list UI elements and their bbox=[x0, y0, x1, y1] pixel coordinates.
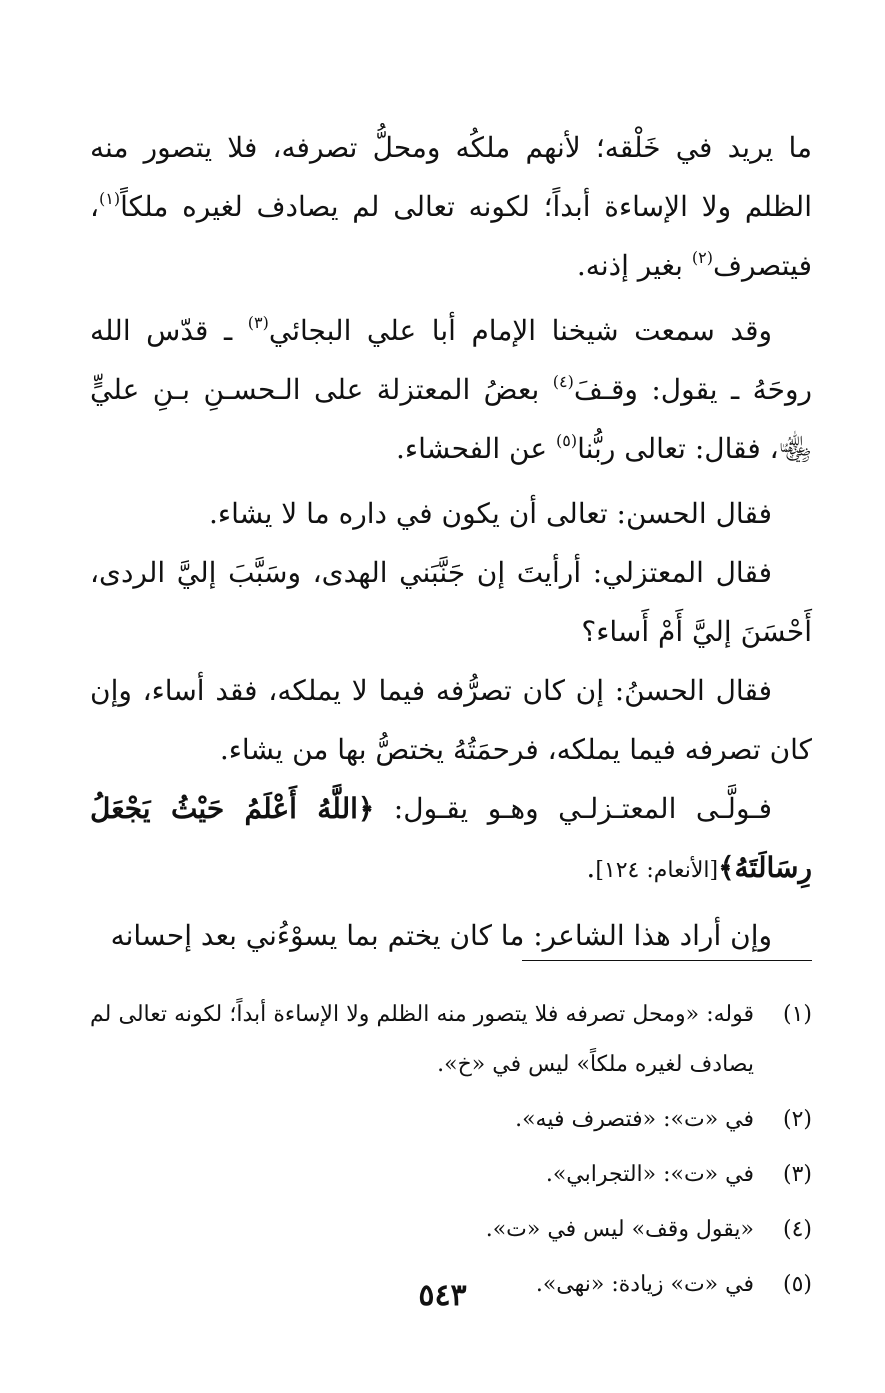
paragraph-1 bbox=[90, 118, 812, 295]
paragraph-6-end: . bbox=[586, 851, 596, 884]
footnote-number: (٥) bbox=[782, 1272, 812, 1297]
verse-reference: [الأنعام: ١٢٤] bbox=[595, 858, 719, 883]
footnote-3 bbox=[90, 1150, 812, 1200]
footnote-number: (٤) bbox=[782, 1217, 812, 1242]
footnote-text: «يقول وقف» ليس في «ت». bbox=[485, 1217, 754, 1242]
footnote-text: في «ت»: «فتصرف فيه». bbox=[515, 1107, 754, 1132]
paragraph-6-text: فـولَّـى المعتـزلـي وهـو يقـول: bbox=[374, 792, 772, 825]
footnote-ref-3[interactable]: (٣) bbox=[247, 313, 269, 332]
quran-verse: ﴿اللَّهُ أَعْلَمُ حَيْثُ يَجْعَلُ رِسَالَتَهُ﴾ bbox=[90, 792, 812, 884]
footnote-text: في «ت» زيادة: «نهى». bbox=[535, 1272, 754, 1297]
paragraph-2-text-a: وقد سمعت شيخنا الإمام أبا علي البجائي bbox=[268, 314, 772, 347]
footnote-number: (٣) bbox=[782, 1162, 812, 1187]
footnote-ref-2[interactable]: (٢) bbox=[691, 248, 713, 267]
paragraph-2-text-d: عن الفحشاء. bbox=[396, 432, 556, 465]
paragraph-1-text-c: بغير إذنه. bbox=[576, 249, 692, 282]
footnote-number: (١) bbox=[782, 1002, 812, 1027]
paragraph-3: فقال الحسن: تعالى أن يكون في داره ما لا يشاء. bbox=[209, 497, 772, 530]
footnotes bbox=[90, 990, 812, 1315]
paragraph-1-text-a: ما يريد في خَلْقه؛ لأنهم ملكُه ومحلُّ تصرفه، فلا يتصور منه الظلم ولا الإساءة أبداً؛ لكونه تعالى لم يصادف لغيره ملكاً bbox=[90, 131, 812, 223]
footnote-2 bbox=[90, 1095, 812, 1145]
footnote-text: في «ت»: «التجرابي». bbox=[545, 1162, 754, 1187]
footnote-separator bbox=[522, 960, 812, 961]
page-number: ٥٤٣ bbox=[418, 1278, 467, 1313]
footnote-4 bbox=[90, 1205, 812, 1255]
footnote-ref-1[interactable]: (١) bbox=[99, 189, 121, 208]
footnote-text: قوله: «ومحل تصرفه فلا يتصور منه الظلم ولا الإساءة أبداً؛ لكونه تعالى لم يصادف لغيره ملكاً» ليس في «خ». bbox=[90, 1002, 754, 1077]
paragraph-2 bbox=[90, 301, 812, 478]
main-text bbox=[90, 118, 812, 965]
footnote-number: (٢) bbox=[782, 1107, 812, 1132]
paragraph-5: فقال الحسنُ: إن كان تصرُّفه فيما لا يملكه، فقد أساء، وإن كان تصرفه فيما يملكه، فرحمَتُهُ يختصُّ بها من يشاء. bbox=[90, 674, 812, 766]
paragraph-7: وإن أراد هذا الشاعر: ما كان يختم بما يسوْءُني بعد إحسانه bbox=[110, 919, 772, 952]
paragraph-1-text-b: ، فيتصرف bbox=[90, 190, 812, 282]
paragraph-2-text-b: ـ قدّس الله روحَهُ ـ يقول: وقـفَ bbox=[90, 314, 812, 406]
footnote-ref-5[interactable]: (٥) bbox=[555, 431, 578, 450]
paragraph-6 bbox=[90, 779, 812, 900]
footnote-1 bbox=[90, 990, 812, 1090]
paragraph-4: فقال المعتزلي: أرأيتَ إن جَنَّبَني الهدى، وسَبَّبَ إليَّ الردى، أَحْسَنَ إليَّ أَمْ أَساء؟ bbox=[90, 556, 812, 648]
paragraph-2-text-c: بعضُ المعتزلة على الـحسـنِ بـنِ عليٍّ ﵄، فقال: تعالى ربُّنا bbox=[90, 373, 812, 465]
footnote-ref-4[interactable]: (٤) bbox=[552, 372, 574, 391]
